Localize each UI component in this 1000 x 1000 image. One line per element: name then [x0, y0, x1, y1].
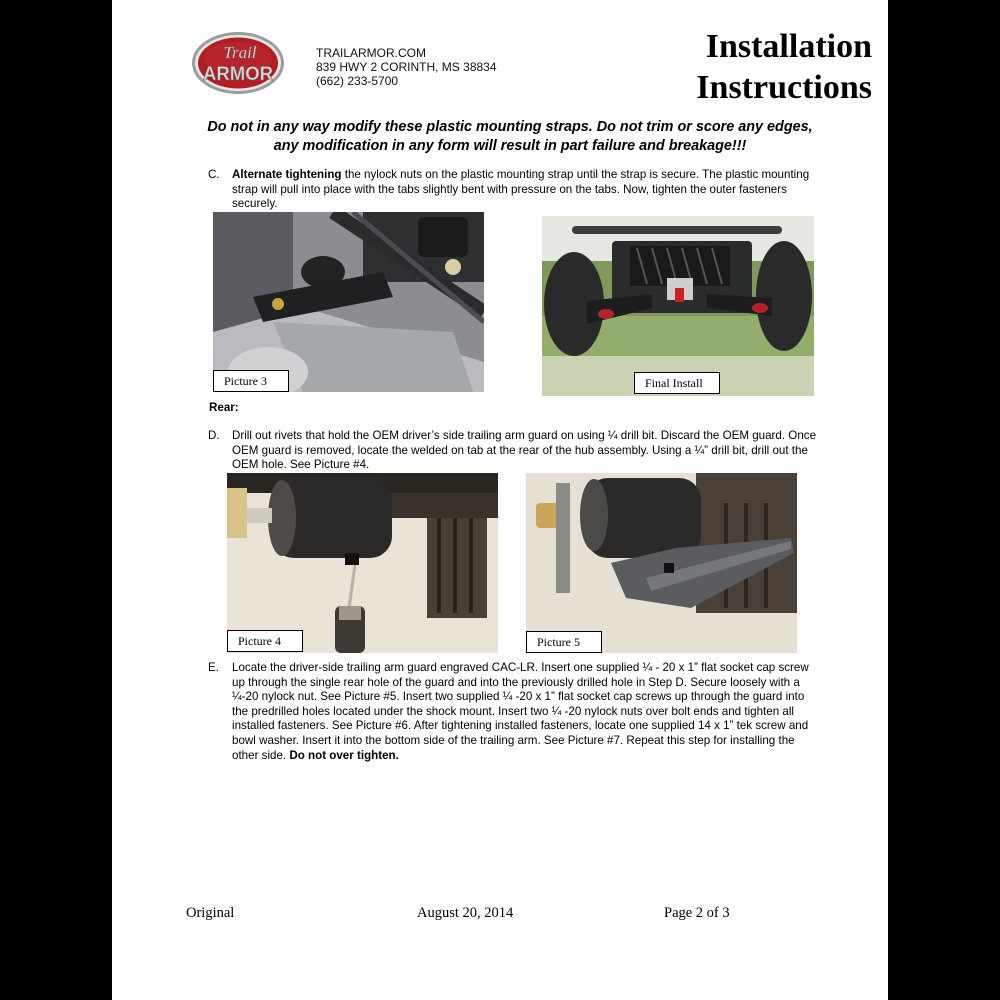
company-website: TRAILARMOR.COM: [316, 46, 427, 60]
trail-armor-logo: [190, 30, 286, 96]
document-page: [112, 0, 888, 1000]
step-e: E. Locate the driver-side trailing arm guard engraved CAC-LR. Insert one supplied ¼ - 20 x 1” flat socket cap screw up through the single rear hole of the guard and into the previously drilled hole in Step D. Secure loosely with a ¼-20 nylock nut. See Picture #5. Insert two supplied ¼ -20 x 1” flat socket cap screws up through the guard into the predrilled holes located under the shock mount. Insert two ¼ -20 nylock nuts over bolt ends and tighten all installed fasteners. See Picture #6. After tightening installed fasteners, locate one supplied 14 x 1” tek screw and bowl washer. Insert it into the bottom side of the trailing arm. See Picture #7. Repeat this step for installing the other side. Do not over tighten.: [208, 661, 809, 762]
step-bold-lead: Alternate tightening: [232, 168, 342, 181]
step-letter: D.: [208, 429, 220, 442]
photo-final-install: [542, 216, 814, 396]
svg-text:ARMOR: ARMOR: [203, 64, 274, 85]
photo-caption: Picture 5: [526, 631, 602, 653]
footer-revision: Original: [186, 905, 235, 921]
photo-caption: Picture 4: [227, 630, 303, 652]
svg-text:Trail: Trail: [223, 43, 257, 62]
photo-caption: Final Install: [634, 372, 720, 394]
company-phone: (662) 233-5700: [316, 74, 399, 88]
step-c: C. Alternate tightening the nylock nuts on the plastic mounting strap until the strap is secure. The plastic mounting strap will pull into place with the tabs slightly bent with pressure on the tabs. Now, tighten the outer fasteners securely.: [208, 168, 810, 211]
company-address: 839 HWY 2 CORINTH, MS 38834: [316, 60, 497, 74]
section-heading-rear: Rear:: [209, 401, 239, 414]
photo-picture-5: [526, 473, 797, 653]
photo-caption: Picture 3: [213, 370, 289, 392]
footer-date: August 20, 2014: [417, 905, 514, 921]
step-bold-tail: Do not over tighten.: [289, 748, 399, 762]
photo-picture-4: [227, 473, 498, 653]
step-letter: E.: [208, 661, 219, 674]
step-d: D. Drill out rivets that hold the OEM driver’s side trailing arm guard on using ¼ drill bit. Discard the OEM guard. Once OEM guard is removed, locate the welded on tab at the rear of the hub assembly. Using a ¼” drill bit, drill out the OEM hole. See Picture #4.: [208, 429, 817, 472]
photo-picture-3: [213, 212, 484, 392]
document-title: Installation Instructions: [696, 28, 872, 106]
company-contact: [316, 46, 497, 88]
step-letter: C.: [208, 168, 220, 181]
footer-page-number: Page 2 of 3: [664, 905, 730, 921]
warning-notice: Do not in any way modify these plastic mounting straps. Do not trim or score any edges, any modification in any form will result in part failure and breakage!!!: [207, 119, 813, 154]
